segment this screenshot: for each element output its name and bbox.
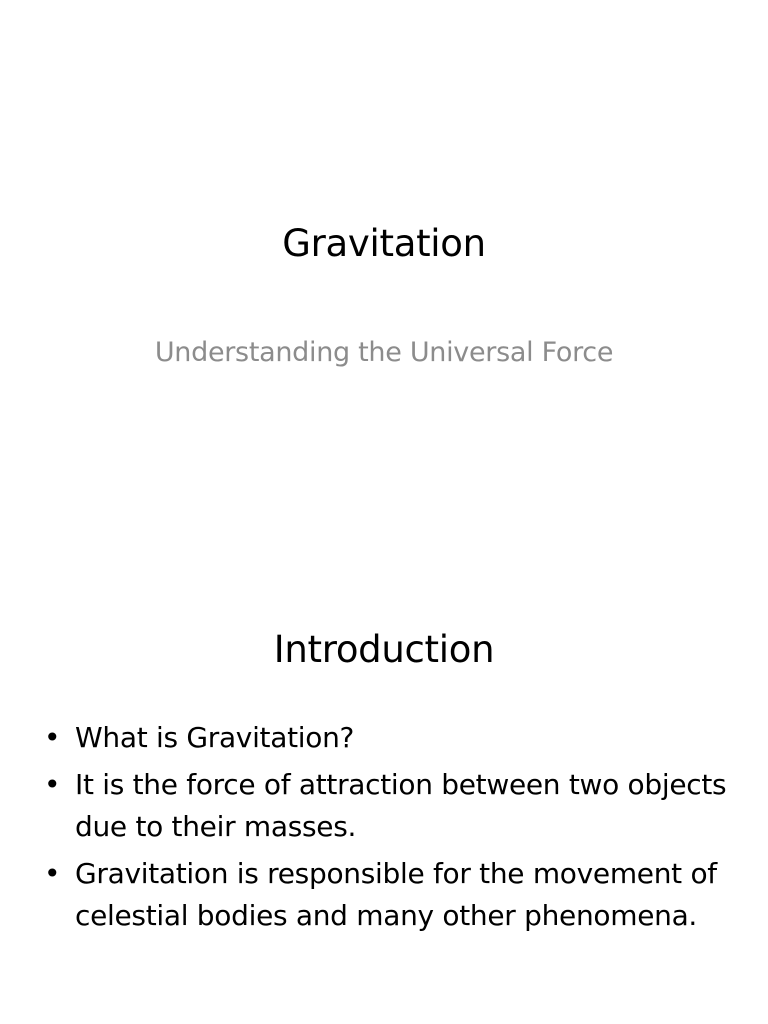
bullet-icon: • xyxy=(44,768,61,801)
slide-subtitle: Understanding the Universal Force xyxy=(154,337,614,368)
bullet-text: What is Gravitation? xyxy=(75,721,355,754)
bullet-text: Gravitation is responsible for the movement of celestial bodies and many other phenomena. xyxy=(75,857,717,932)
slide-title: Gravitation xyxy=(282,222,486,265)
bullet-text: It is the force of attraction between two objects due to their masses. xyxy=(75,768,727,843)
bullet-list xyxy=(44,717,734,942)
slide-title: Introduction xyxy=(273,628,495,671)
list-item xyxy=(44,717,734,759)
content-slide xyxy=(0,512,768,1024)
bullet-icon: • xyxy=(44,721,61,754)
bullet-icon: • xyxy=(44,857,61,890)
list-item xyxy=(44,853,734,937)
list-item xyxy=(44,764,734,848)
